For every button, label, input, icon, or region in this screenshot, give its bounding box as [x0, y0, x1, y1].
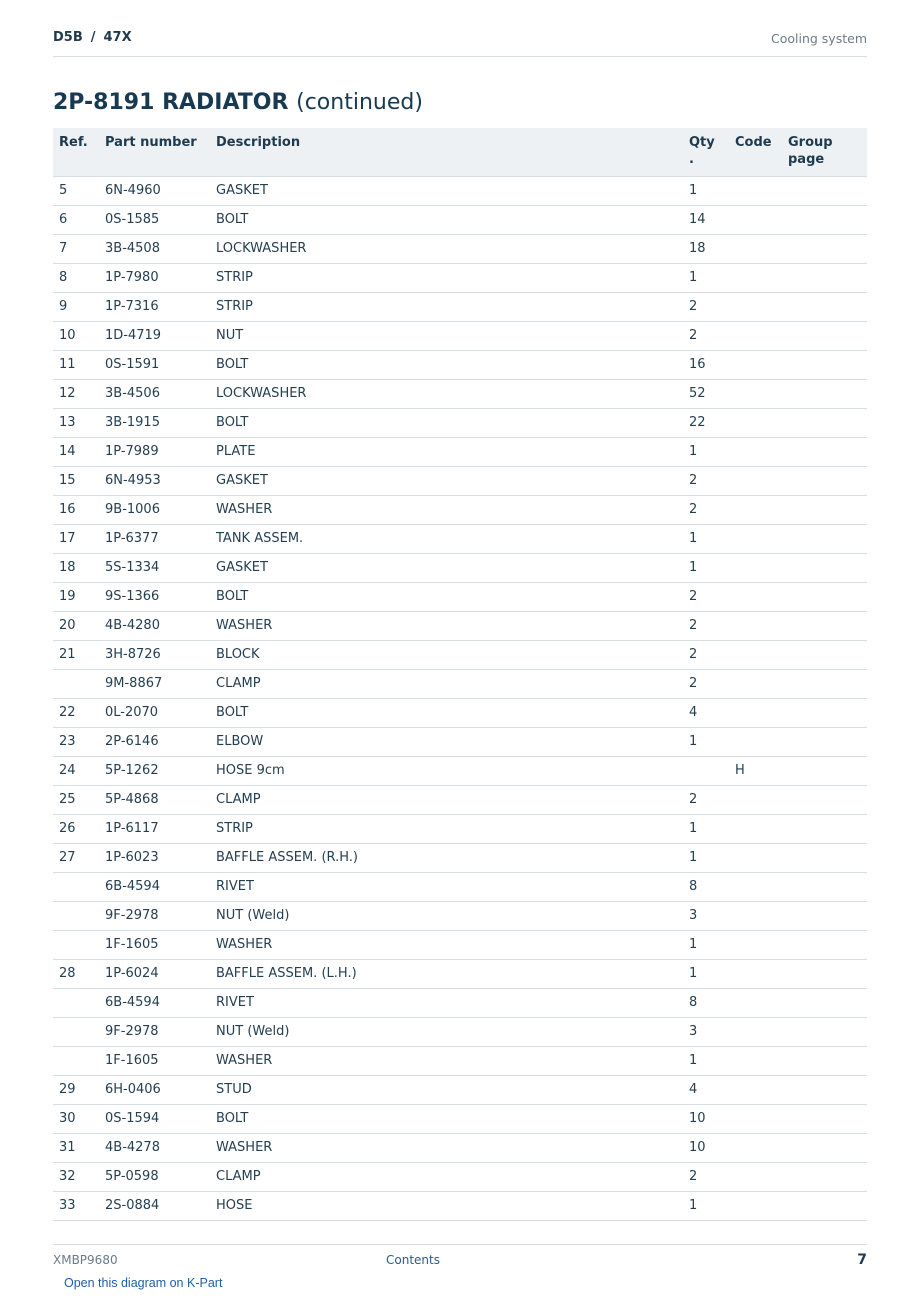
- cell-description: NUT: [210, 321, 683, 350]
- cell-code: [729, 640, 782, 669]
- cell-group-page: [782, 1046, 867, 1075]
- cell-qty: 1: [683, 843, 729, 872]
- cell-ref: 9: [53, 292, 99, 321]
- cell-code: [729, 872, 782, 901]
- cell-part-number: 5P-0598: [99, 1162, 210, 1191]
- table-row: [53, 379, 867, 408]
- cell-group-page: [782, 1133, 867, 1162]
- cell-part-number: 6B-4594: [99, 872, 210, 901]
- cell-description: STRIP: [210, 263, 683, 292]
- cell-code: [729, 698, 782, 727]
- cell-ref: 27: [53, 843, 99, 872]
- cell-description: WASHER: [210, 611, 683, 640]
- cell-ref: 19: [53, 582, 99, 611]
- cell-code: [729, 437, 782, 466]
- cell-group-page: [782, 959, 867, 988]
- cell-group-page: [782, 698, 867, 727]
- cell-ref: [53, 1017, 99, 1046]
- model-label: D5B: [53, 30, 83, 45]
- cell-qty: 16: [683, 350, 729, 379]
- cell-ref: 21: [53, 640, 99, 669]
- cell-part-number: 1D-4719: [99, 321, 210, 350]
- table-row: [53, 669, 867, 698]
- cell-group-page: [782, 205, 867, 234]
- cell-qty: 52: [683, 379, 729, 408]
- cell-code: [729, 611, 782, 640]
- cell-part-number: 5P-4868: [99, 785, 210, 814]
- table-row: [53, 495, 867, 524]
- assembly-title: 2P-8191 RADIATOR: [53, 90, 289, 115]
- cell-description: WASHER: [210, 1133, 683, 1162]
- table-row: [53, 988, 867, 1017]
- cell-part-number: 0L-2070: [99, 698, 210, 727]
- cell-ref: 22: [53, 698, 99, 727]
- table-row: [53, 321, 867, 350]
- cell-description: STRIP: [210, 814, 683, 843]
- cell-code: [729, 1162, 782, 1191]
- cell-code: [729, 1075, 782, 1104]
- cell-ref: 23: [53, 727, 99, 756]
- cell-ref: [53, 988, 99, 1017]
- cell-ref: 25: [53, 785, 99, 814]
- cell-ref: 17: [53, 524, 99, 553]
- cell-group-page: [782, 756, 867, 785]
- cell-ref: 29: [53, 1075, 99, 1104]
- cell-qty: 10: [683, 1133, 729, 1162]
- parts-table: [53, 128, 867, 1221]
- contents-link[interactable]: Contents: [386, 1253, 440, 1267]
- cell-ref: 30: [53, 1104, 99, 1133]
- cell-code: [729, 234, 782, 263]
- cell-ref: [53, 901, 99, 930]
- cell-part-number: 1P-7989: [99, 437, 210, 466]
- cell-description: GASKET: [210, 553, 683, 582]
- cell-part-number: 6B-4594: [99, 988, 210, 1017]
- cell-group-page: [782, 1017, 867, 1046]
- cell-code: [729, 379, 782, 408]
- cell-part-number: 1P-7980: [99, 263, 210, 292]
- cell-ref: 24: [53, 756, 99, 785]
- cell-description: GASKET: [210, 176, 683, 205]
- cell-description: BOLT: [210, 1104, 683, 1133]
- cell-code: [729, 1191, 782, 1220]
- cell-code: [729, 1133, 782, 1162]
- cell-qty: 2: [683, 321, 729, 350]
- cell-qty: 1: [683, 524, 729, 553]
- cell-qty: [683, 756, 729, 785]
- cell-group-page: [782, 1075, 867, 1104]
- table-row: [53, 553, 867, 582]
- cell-description: TANK ASSEM.: [210, 524, 683, 553]
- cell-group-page: [782, 408, 867, 437]
- table-row: [53, 234, 867, 263]
- serial-label: 47X: [103, 30, 132, 45]
- cell-ref: 12: [53, 379, 99, 408]
- cell-part-number: 1F-1605: [99, 1046, 210, 1075]
- page-header: [53, 28, 867, 57]
- table-row: [53, 408, 867, 437]
- cell-code: [729, 524, 782, 553]
- cell-ref: 33: [53, 1191, 99, 1220]
- table-row: [53, 1162, 867, 1191]
- cell-part-number: 0S-1585: [99, 205, 210, 234]
- cell-code: H: [729, 756, 782, 785]
- cell-ref: 7: [53, 234, 99, 263]
- table-row: [53, 205, 867, 234]
- cell-part-number: 6N-4960: [99, 176, 210, 205]
- cell-group-page: [782, 582, 867, 611]
- cell-code: [729, 814, 782, 843]
- table-row: [53, 640, 867, 669]
- cell-qty: 2: [683, 1162, 729, 1191]
- cell-code: [729, 408, 782, 437]
- cell-group-page: [782, 466, 867, 495]
- cell-part-number: 1P-7316: [99, 292, 210, 321]
- cell-group-page: [782, 640, 867, 669]
- cell-description: GASKET: [210, 466, 683, 495]
- cell-code: [729, 1046, 782, 1075]
- cell-part-number: 9B-1006: [99, 495, 210, 524]
- cell-code: [729, 669, 782, 698]
- table-row: [53, 756, 867, 785]
- table-row: [53, 437, 867, 466]
- cell-code: [729, 350, 782, 379]
- cell-description: NUT (Weld): [210, 901, 683, 930]
- cell-ref: 16: [53, 495, 99, 524]
- table-row: [53, 901, 867, 930]
- cell-qty: 18: [683, 234, 729, 263]
- cell-description: RIVET: [210, 872, 683, 901]
- cell-group-page: [782, 611, 867, 640]
- cell-group-page: [782, 669, 867, 698]
- cell-code: [729, 1017, 782, 1046]
- cell-part-number: 6N-4953: [99, 466, 210, 495]
- column-header-qty: Qty .: [683, 128, 729, 176]
- cell-description: BAFFLE ASSEM. (L.H.): [210, 959, 683, 988]
- table-row: [53, 1191, 867, 1220]
- cell-ref: 15: [53, 466, 99, 495]
- cell-qty: 3: [683, 901, 729, 930]
- table-row: [53, 524, 867, 553]
- cell-code: [729, 988, 782, 1017]
- table-header-row: [53, 128, 867, 176]
- cell-part-number: 3B-1915: [99, 408, 210, 437]
- cell-part-number: 5S-1334: [99, 553, 210, 582]
- cell-code: [729, 292, 782, 321]
- cell-description: HOSE 9cm: [210, 756, 683, 785]
- cell-part-number: 3B-4506: [99, 379, 210, 408]
- cell-qty: 10: [683, 1104, 729, 1133]
- cell-description: WASHER: [210, 930, 683, 959]
- cell-ref: 31: [53, 1133, 99, 1162]
- cell-ref: 13: [53, 408, 99, 437]
- cell-group-page: [782, 843, 867, 872]
- column-header-description: Description: [210, 128, 683, 176]
- cell-description: WASHER: [210, 1046, 683, 1075]
- table-row: [53, 466, 867, 495]
- cell-group-page: [782, 727, 867, 756]
- cell-group-page: [782, 1162, 867, 1191]
- cell-qty: 22: [683, 408, 729, 437]
- table-row: [53, 176, 867, 205]
- cell-code: [729, 901, 782, 930]
- table-row: [53, 727, 867, 756]
- cell-qty: 1: [683, 727, 729, 756]
- column-header-ref: Ref.: [53, 128, 99, 176]
- cell-part-number: 9M-8867: [99, 669, 210, 698]
- cell-code: [729, 205, 782, 234]
- table-row: [53, 582, 867, 611]
- section-name: Cooling system: [771, 31, 867, 46]
- cell-code: [729, 321, 782, 350]
- cell-ref: 26: [53, 814, 99, 843]
- cell-description: CLAMP: [210, 1162, 683, 1191]
- table-row: [53, 1104, 867, 1133]
- cell-qty: 1: [683, 930, 729, 959]
- table-row: [53, 785, 867, 814]
- cell-qty: 1: [683, 1046, 729, 1075]
- cell-qty: 4: [683, 698, 729, 727]
- cell-ref: 28: [53, 959, 99, 988]
- cell-group-page: [782, 292, 867, 321]
- cell-group-page: [782, 1191, 867, 1220]
- page-footer: [53, 1244, 867, 1275]
- table-row: [53, 843, 867, 872]
- cell-description: BOLT: [210, 205, 683, 234]
- cell-group-page: [782, 872, 867, 901]
- continued-label: (continued): [296, 90, 423, 115]
- cell-description: HOSE: [210, 1191, 683, 1220]
- cell-description: STUD: [210, 1075, 683, 1104]
- table-row: [53, 1017, 867, 1046]
- cell-qty: 1: [683, 437, 729, 466]
- cell-ref: 11: [53, 350, 99, 379]
- cell-code: [729, 466, 782, 495]
- cell-qty: 2: [683, 582, 729, 611]
- cell-description: BOLT: [210, 582, 683, 611]
- cell-ref: 6: [53, 205, 99, 234]
- cell-qty: 8: [683, 988, 729, 1017]
- cell-qty: 2: [683, 466, 729, 495]
- cell-part-number: 9F-2978: [99, 901, 210, 930]
- cell-group-page: [782, 988, 867, 1017]
- cell-qty: 1: [683, 176, 729, 205]
- cell-group-page: [782, 495, 867, 524]
- cell-description: RIVET: [210, 988, 683, 1017]
- cell-qty: 1: [683, 553, 729, 582]
- cell-ref: 20: [53, 611, 99, 640]
- cell-group-page: [782, 350, 867, 379]
- cell-ref: [53, 872, 99, 901]
- cell-ref: [53, 1046, 99, 1075]
- table-row: [53, 872, 867, 901]
- table-row: [53, 350, 867, 379]
- cell-qty: 8: [683, 872, 729, 901]
- cell-qty: 4: [683, 1075, 729, 1104]
- cell-qty: 1: [683, 263, 729, 292]
- cell-description: STRIP: [210, 292, 683, 321]
- table-row: [53, 930, 867, 959]
- cell-qty: 1: [683, 1191, 729, 1220]
- cell-description: ELBOW: [210, 727, 683, 756]
- table-row: [53, 611, 867, 640]
- cell-ref: 32: [53, 1162, 99, 1191]
- cell-group-page: [782, 1104, 867, 1133]
- cell-part-number: 1P-6024: [99, 959, 210, 988]
- cell-code: [729, 843, 782, 872]
- cell-code: [729, 582, 782, 611]
- cell-qty: 2: [683, 611, 729, 640]
- cell-group-page: [782, 930, 867, 959]
- cell-part-number: 0S-1594: [99, 1104, 210, 1133]
- cell-part-number: 1P-6023: [99, 843, 210, 872]
- cell-ref: 18: [53, 553, 99, 582]
- column-header-group-page: Group page: [782, 128, 867, 176]
- cell-group-page: [782, 321, 867, 350]
- document-code: XMBP9680: [53, 1253, 118, 1267]
- page-number: 7: [857, 1252, 867, 1268]
- cell-ref: [53, 930, 99, 959]
- table-row: [53, 263, 867, 292]
- parts-table-body: [53, 176, 867, 1220]
- cell-code: [729, 553, 782, 582]
- cell-ref: 14: [53, 437, 99, 466]
- table-row: [53, 1046, 867, 1075]
- cell-part-number: 2S-0884: [99, 1191, 210, 1220]
- column-header-code: Code: [729, 128, 782, 176]
- page-title: [53, 88, 423, 118]
- cell-part-number: 3H-8726: [99, 640, 210, 669]
- table-row: [53, 814, 867, 843]
- breadcrumb: [53, 30, 132, 45]
- cell-part-number: 3B-4508: [99, 234, 210, 263]
- cell-code: [729, 959, 782, 988]
- table-row: [53, 698, 867, 727]
- table-row: [53, 1075, 867, 1104]
- cell-group-page: [782, 814, 867, 843]
- cell-qty: 2: [683, 669, 729, 698]
- table-row: [53, 1133, 867, 1162]
- cell-qty: 2: [683, 785, 729, 814]
- cell-group-page: [782, 553, 867, 582]
- cell-description: PLATE: [210, 437, 683, 466]
- cell-part-number: 2P-6146: [99, 727, 210, 756]
- cell-description: CLAMP: [210, 785, 683, 814]
- table-row: [53, 292, 867, 321]
- cell-part-number: 0S-1591: [99, 350, 210, 379]
- cell-qty: 2: [683, 640, 729, 669]
- cell-description: NUT (Weld): [210, 1017, 683, 1046]
- table-row: [53, 959, 867, 988]
- cell-ref: 10: [53, 321, 99, 350]
- cell-part-number: 1P-6117: [99, 814, 210, 843]
- cell-code: [729, 495, 782, 524]
- cell-qty: 3: [683, 1017, 729, 1046]
- cell-description: WASHER: [210, 495, 683, 524]
- cell-group-page: [782, 785, 867, 814]
- cell-code: [729, 930, 782, 959]
- cell-qty: 14: [683, 205, 729, 234]
- cell-code: [729, 176, 782, 205]
- cell-group-page: [782, 379, 867, 408]
- cell-part-number: 6H-0406: [99, 1075, 210, 1104]
- cell-description: LOCKWASHER: [210, 234, 683, 263]
- cell-group-page: [782, 901, 867, 930]
- cell-part-number: 5P-1262: [99, 756, 210, 785]
- cell-code: [729, 263, 782, 292]
- cell-qty: 1: [683, 814, 729, 843]
- cell-description: BOLT: [210, 408, 683, 437]
- cell-code: [729, 727, 782, 756]
- cell-part-number: 1P-6377: [99, 524, 210, 553]
- cell-part-number: 4B-4278: [99, 1133, 210, 1162]
- cell-description: BOLT: [210, 350, 683, 379]
- cell-group-page: [782, 263, 867, 292]
- cell-group-page: [782, 437, 867, 466]
- cell-description: BOLT: [210, 698, 683, 727]
- cell-group-page: [782, 524, 867, 553]
- cell-part-number: 9F-2978: [99, 1017, 210, 1046]
- cell-code: [729, 1104, 782, 1133]
- cell-description: CLAMP: [210, 669, 683, 698]
- cell-code: [729, 785, 782, 814]
- open-in-kpart-link[interactable]: Open this diagram on K-Part: [64, 1276, 223, 1290]
- cell-ref: 5: [53, 176, 99, 205]
- cell-description: LOCKWASHER: [210, 379, 683, 408]
- cell-description: BLOCK: [210, 640, 683, 669]
- breadcrumb-separator: /: [90, 30, 96, 45]
- cell-part-number: 4B-4280: [99, 611, 210, 640]
- cell-group-page: [782, 234, 867, 263]
- cell-qty: 2: [683, 292, 729, 321]
- cell-ref: [53, 669, 99, 698]
- cell-description: BAFFLE ASSEM. (R.H.): [210, 843, 683, 872]
- cell-part-number: 1F-1605: [99, 930, 210, 959]
- column-header-part-number: Part number: [99, 128, 210, 176]
- cell-group-page: [782, 176, 867, 205]
- cell-qty: 1: [683, 959, 729, 988]
- cell-qty: 2: [683, 495, 729, 524]
- cell-part-number: 9S-1366: [99, 582, 210, 611]
- cell-ref: 8: [53, 263, 99, 292]
